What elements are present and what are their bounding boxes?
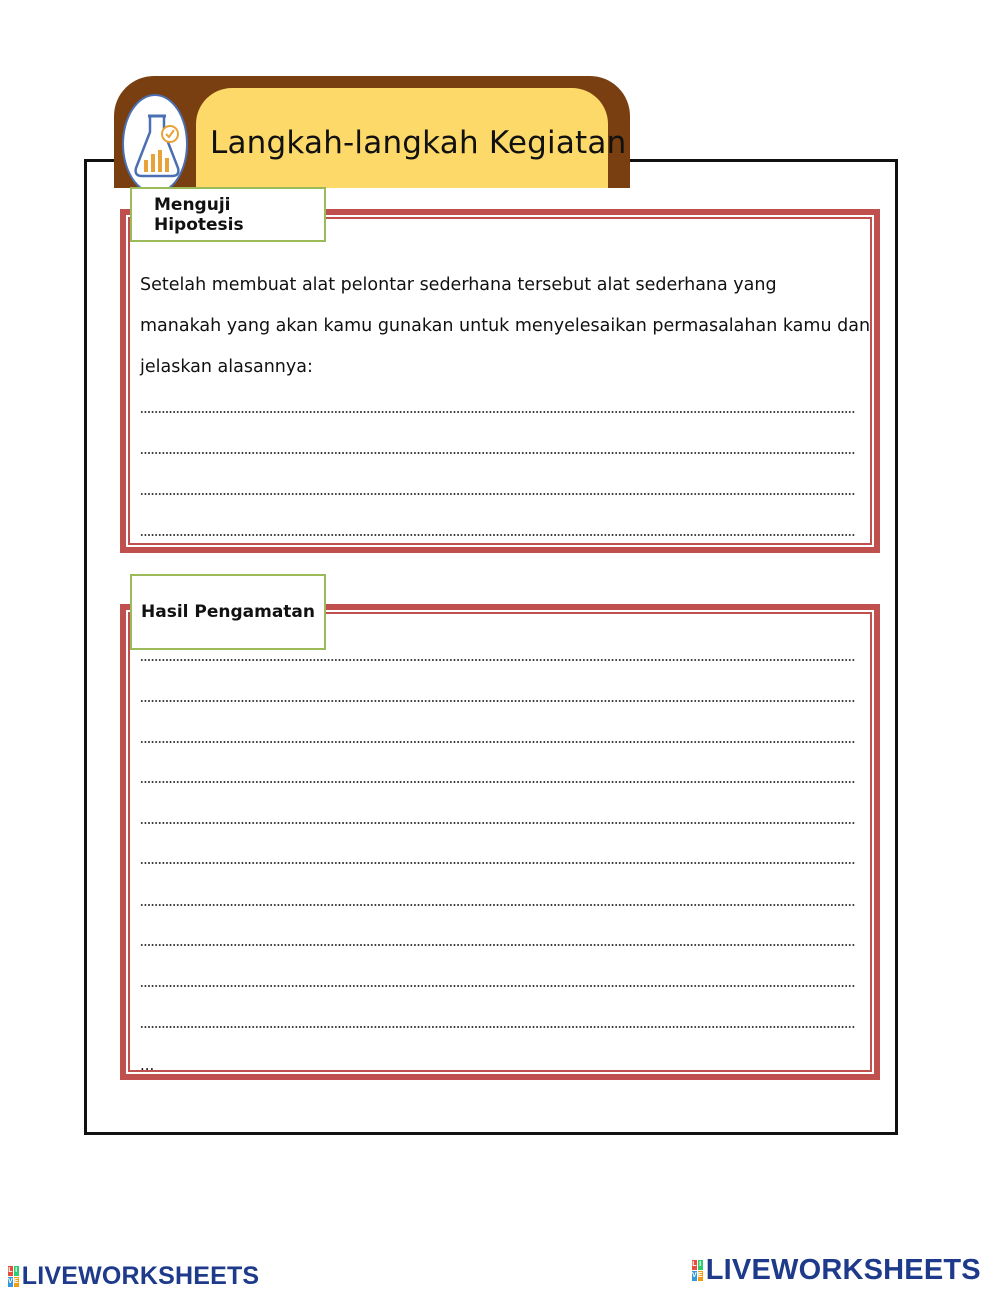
brand-right[interactable] (692, 1254, 981, 1287)
observation-label-text: Hasil Pengamatan (141, 602, 316, 622)
observation-box (120, 604, 880, 1080)
brand-logo-icon: L I V E (692, 1261, 703, 1279)
observation-line-1[interactable] (140, 659, 855, 661)
observation-line-9[interactable] (140, 985, 855, 987)
observation-line-6[interactable] (140, 862, 855, 864)
brand-logo-icon: L I V E (8, 1267, 19, 1285)
observation-line-2[interactable] (140, 700, 855, 702)
answer-line-3[interactable] (140, 493, 855, 495)
question-line-2: manakah yang akan kamu gunakan untuk menyelesaikan permasalahan kamu dan (140, 316, 871, 336)
observation-line-8[interactable] (140, 944, 855, 946)
answer-line-1[interactable] (140, 411, 855, 413)
observation-label (130, 574, 326, 650)
hypothesis-label-text: Menguji Hipotesis (154, 194, 244, 235)
observation-line-3[interactable] (140, 741, 855, 743)
observation-trailing-dots: ... (140, 1056, 155, 1074)
brand-right-text: LIVEWORKSHEETS (705, 1254, 981, 1286)
observation-box-inner-border (128, 612, 872, 1072)
observation-line-4[interactable] (140, 781, 855, 783)
answer-line-2[interactable] (140, 452, 855, 454)
brand-left[interactable] (8, 1262, 259, 1291)
flask-chart-check-icon (122, 94, 188, 194)
hypothesis-box (120, 209, 880, 553)
question-line-3: jelaskan alasannya: (140, 357, 313, 377)
hypothesis-label (130, 187, 326, 242)
question-line-1: Setelah membuat alat pelontar sederhana tersebut alat sederhana yang (140, 275, 777, 295)
page-title: Langkah-langkah Kegiatan (210, 125, 627, 161)
observation-line-7[interactable] (140, 904, 855, 906)
observation-line-5[interactable] (140, 822, 855, 824)
hypothesis-box-inner-border (128, 217, 872, 545)
observation-line-10[interactable] (140, 1026, 855, 1028)
brand-left-text: LIVEWORKSHEETS (21, 1262, 260, 1290)
answer-line-4[interactable] (140, 534, 855, 536)
